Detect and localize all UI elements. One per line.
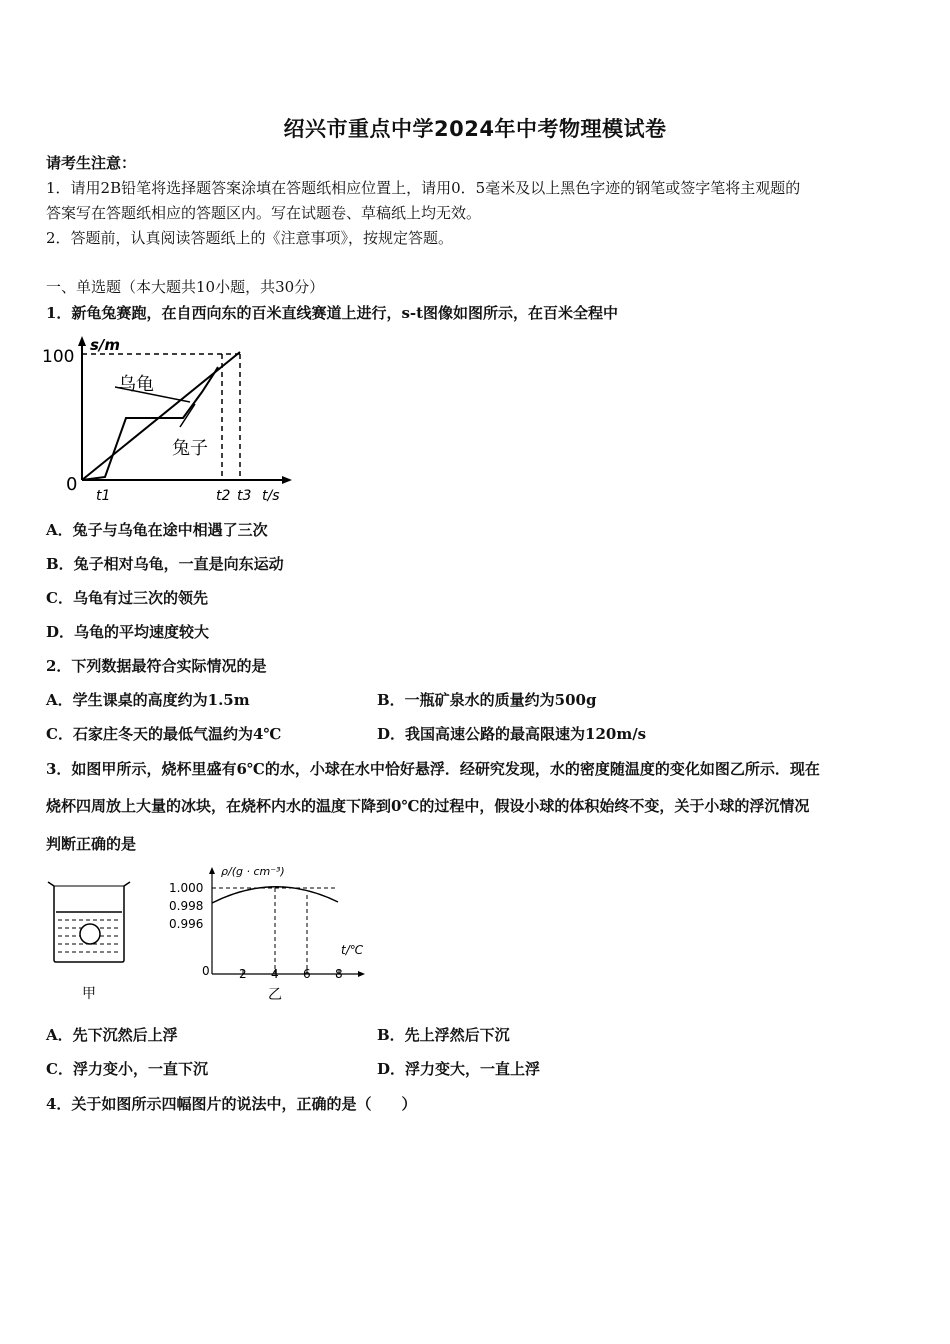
notice-line-2: 答案写在答题纸相应的答题区内。写在试题卷、草稿纸上均无效。 — [46, 204, 482, 222]
y-tick-0998: 0.998 — [169, 899, 204, 913]
rabbit-pointer — [180, 404, 195, 427]
x-axis-label: t/℃ — [341, 943, 364, 957]
x-tick-8: 8 — [335, 967, 343, 981]
x-axis-arrow — [282, 476, 292, 484]
beaker-outline — [48, 882, 130, 962]
notice-line-3: 2．答题前，认真阅读答题纸上的《注意事项》，按规定答题。 — [46, 229, 454, 247]
question-1-option-c: C．乌龟有过三次的领先 — [46, 589, 208, 607]
figure-jia-caption: 甲 — [82, 986, 96, 1002]
question-4-stem: 4．关于如图所示四幅图片的说法中，正确的是（ ） — [46, 1095, 417, 1113]
question-3-density-graph — [165, 862, 375, 1007]
origin-label: 0 — [66, 474, 78, 495]
question-2-option-d: D．我国高速公路的最高限速为120m/s — [377, 725, 647, 743]
rabbit-label: 兔子 — [172, 438, 208, 459]
question-3-option-b: B．先上浮然后下沉 — [377, 1026, 510, 1044]
x-tick-t2: t2 — [216, 488, 231, 504]
question-1-option-d: D．乌龟的平均速度较大 — [46, 623, 210, 641]
question-2-option-a: A．学生课桌的高度约为1.5m — [46, 691, 250, 709]
question-2-option-b: B．一瓶矿泉水的质量约为500g — [377, 691, 597, 709]
question-3-option-c: C．浮力变小，一直下沉 — [46, 1060, 208, 1078]
section-heading: 一、单选题（本大题共10小题，共30分） — [46, 278, 325, 296]
question-3-stem-line-2: 烧杯四周放上大量的冰块，在烧杯内水的温度下降到0℃的过程中，假设小球的体积始终不变，关于小球的浮沉情况 — [46, 797, 810, 815]
x-axis-arrow — [358, 971, 365, 977]
page-title: 绍兴市重点中学2024年中考物理模试卷 — [283, 117, 667, 141]
figure-yi-caption: 乙 — [268, 987, 282, 1003]
question-3-stem-line-1: 3．如图甲所示，烧杯里盛有6℃的水，小球在水中恰好悬浮．经研究发现，水的密度随温度的变化如图乙所示．现在 — [46, 760, 820, 778]
y-tick-0996: 0.996 — [169, 917, 204, 931]
question-1-st-graph — [40, 332, 300, 507]
x-tick-2: 2 — [239, 967, 247, 981]
question-3-stem-line-3: 判断正确的是 — [46, 835, 137, 853]
x-tick-t3: t3 — [237, 488, 252, 504]
y-axis-arrow — [78, 336, 86, 346]
notice-line-1: 1．请用2B铅笔将选择题答案涂填在答题纸相应位置上，请用0．5毫米及以上黑色字迹的钢笔或签字笔将主观题的 — [46, 179, 801, 197]
question-1-stem: 1．新龟兔赛跑，在自西向东的百米直线赛道上进行，s-t图像如图所示，在百米全程中 — [46, 304, 619, 322]
question-1-option-a: A．兔子与乌龟在途中相遇了三次 — [46, 521, 268, 539]
tortoise-label: 乌龟 — [118, 374, 154, 395]
y-axis-label: ρ/(g · cm⁻³) — [221, 865, 285, 878]
x-tick-t1: t1 — [96, 488, 111, 504]
x-tick-0: 0 — [202, 964, 210, 978]
question-1-option-b: B．兔子相对乌龟，一直是向东运动 — [46, 555, 284, 573]
question-3-option-d: D．浮力变大，一直上浮 — [377, 1060, 541, 1078]
question-2-option-c: C．石家庄冬天的最低气温约为4℃ — [46, 725, 282, 743]
y-axis-label: s/m — [90, 336, 121, 354]
question-2-stem: 2．下列数据最符合实际情况的是 — [46, 657, 267, 675]
notice-heading: 请考生注意： — [46, 154, 137, 172]
floating-ball — [80, 924, 100, 944]
x-tick-4: 4 — [271, 967, 279, 981]
y-tick-100: 100 — [42, 347, 75, 367]
y-tick-1000: 1.000 — [169, 881, 204, 895]
y-axis-arrow — [209, 867, 215, 874]
question-3-beaker-figure — [40, 876, 140, 1006]
x-tick-6: 6 — [303, 967, 311, 981]
x-axis-label: t/s — [262, 488, 280, 504]
question-3-option-a: A．先下沉然后上浮 — [46, 1026, 178, 1044]
